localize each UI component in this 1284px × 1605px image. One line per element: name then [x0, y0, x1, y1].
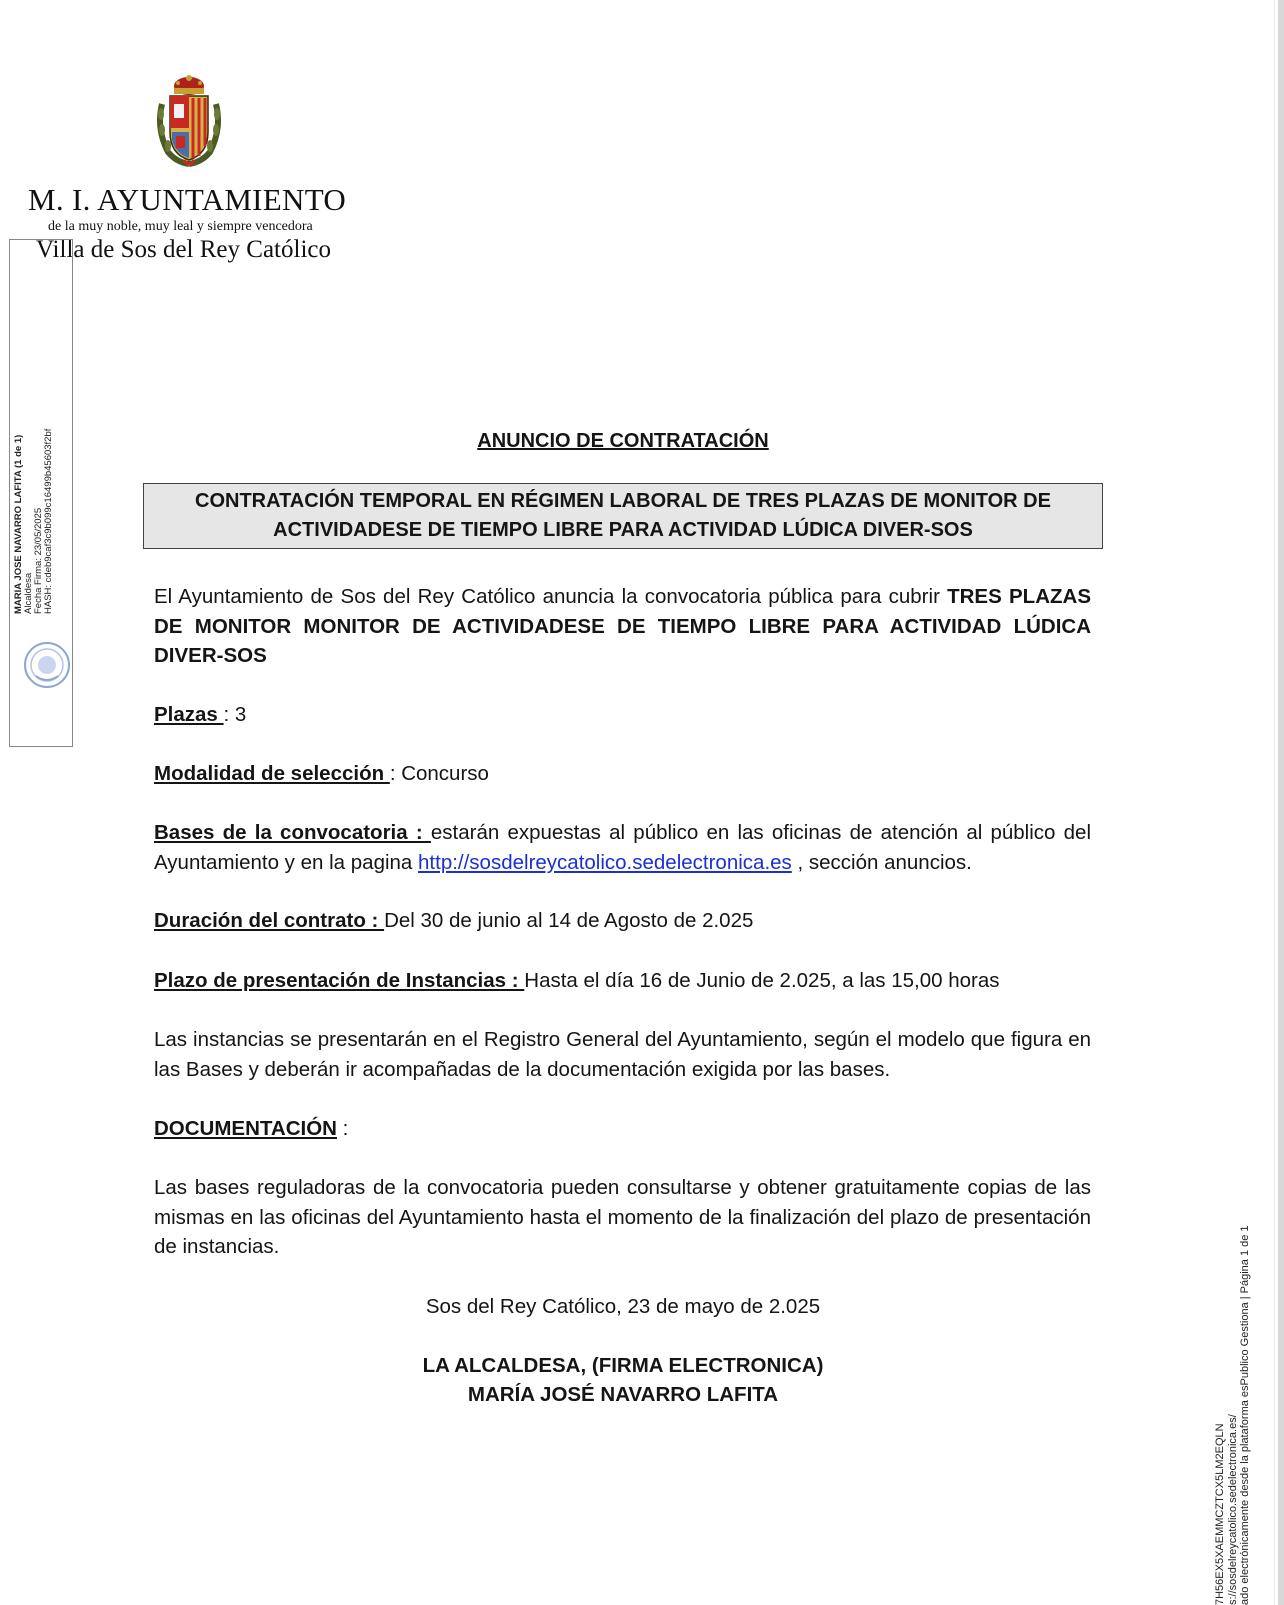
- signer-role: Alcaldesa: [23, 572, 34, 614]
- documentacion-label: DOCUMENTACIÓN: [154, 1117, 337, 1140]
- bases-text: estarán expuestas al público en las oficinas de atención al público del Ayuntamiento y en la pagina: [154, 821, 1092, 874]
- signer-name: MARIA JOSE NAVARRO LAFITA (1 de 1): [13, 434, 24, 614]
- municipality-name: Villa de Sos del Rey Católico: [36, 236, 331, 263]
- modalidad-label: Modalidad de selección: [154, 762, 390, 785]
- announcement-heading: CONTRATACIÓN TEMPORAL EN RÉGIMEN LABORAL DE TRES PLAZAS DE MONITOR DE ACTIVIDADESE DE TIEMPO LIBRE PARA ACTIVIDAD LÚDICA DIVER-SOS: [195, 489, 1051, 541]
- page-edge-inner: [1274, 0, 1275, 1605]
- plazo-label: Plazo de presentación de Instancias :: [154, 969, 525, 992]
- bases-label: Bases de la convocatoria :: [154, 821, 431, 844]
- signature-date: Fecha Firma: 23/05/2025: [33, 507, 44, 614]
- bases-paragraph: [154, 818, 1091, 877]
- duracion-value: Del 30 de junio al 14 de Agosto de 2.025: [384, 909, 754, 932]
- modalidad-line: [154, 759, 1091, 789]
- instancias-paragraph: Las instancias se presentarán en el Registro General del Ayuntamiento, según el modelo que figura en las Bases y deberán ir acompañadas de la documentación exigida por las bases.: [154, 1028, 1091, 1081]
- plazo-value: Hasta el día 16 de Junio de 2.025, a las 15,00 horas: [524, 969, 1000, 992]
- plazas-label: Plazas: [154, 703, 224, 726]
- bases-after: , sección anuncios.: [791, 850, 972, 874]
- municipality-title: M. I. AYUNTAMIENTO: [28, 182, 347, 217]
- modalidad-value: : Concurso: [389, 762, 489, 785]
- documentacion-paragraph: Las bases reguladoras de la convocatoria pueden consultarse y obtener gratuitamente copias de las mismas en las oficinas del Ayuntamiento hasta el momento de la finalización del plazo de presentación de instancias.: [154, 1176, 1091, 1258]
- duracion-line: [154, 906, 1091, 936]
- documentacion-after: :: [336, 1117, 349, 1140]
- duracion-label: Duración del contrato :: [154, 909, 385, 932]
- bases-link[interactable]: http://sosdelreycatolico.sedelectronica.es: [418, 850, 792, 874]
- signatory-name: MARÍA JOSÉ NAVARRO LAFITA: [467, 1383, 779, 1406]
- announcement-heading-box: [143, 483, 1103, 549]
- place-and-date: Sos del Rey Católico, 23 de mayo de 2.025: [425, 1295, 821, 1318]
- page-edge: [1278, 0, 1284, 1605]
- intro-positions: TRES PLAZAS DE MONITOR MONITOR DE ACTIVIDADESE DE TIEMPO LIBRE PARA ACTIVIDAD LÚDICA DIVER-SOS: [154, 585, 1091, 667]
- verification-url: s://sosdelreycatolico.sedelectronica.es/: [1226, 1414, 1239, 1605]
- announcement-title: ANUNCIO DE CONTRATACIÓN: [477, 430, 769, 452]
- plazo-line: [154, 966, 1091, 996]
- plazas-value: : 3: [223, 703, 247, 726]
- plazas-line: [154, 700, 1091, 730]
- platform-page-info: ado electrónicamente desde la plataforma esPublico Gestiona | Página 1 de 1: [1239, 1225, 1251, 1605]
- signatory-title: LA ALCALDESA, (FIRMA ELECTRONICA): [422, 1354, 824, 1377]
- municipality-motto: de la muy noble, muy leal y siempre vencedora: [48, 219, 313, 234]
- verification-code: 7H56EX5XAEMMCZTCX5LM2EQLN: [1214, 1423, 1226, 1605]
- intro-paragraph: [154, 582, 1091, 671]
- official-seal-icon: [22, 640, 72, 690]
- documentacion-line: [154, 1114, 1091, 1144]
- coat-of-arms-icon: [154, 74, 224, 170]
- intro-text: El Ayuntamiento de Sos del Rey Católico anuncia la convocatoria pública para cubrir: [154, 585, 948, 608]
- verification-code-block: [1214, 1225, 1252, 1605]
- signature-hash: HASH: cdeb9caf3c9b099c16499b45603f2bf: [43, 428, 54, 614]
